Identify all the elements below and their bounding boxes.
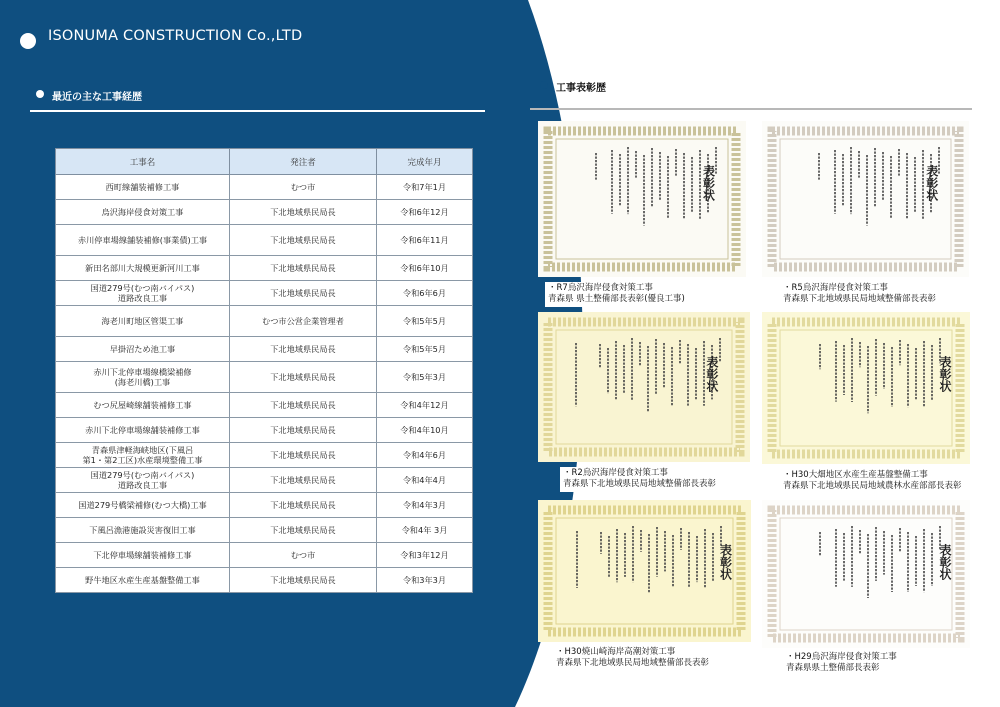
awards-section-title: 工事表彰歴 (556, 83, 606, 94)
cell-project-name: むつ尻屋崎線舗装補修工事 (56, 393, 230, 418)
cell-completion-date: 令和7年1月 (377, 175, 473, 200)
cell-project-name: 国道279号橋梁補修(むつ大橋)工事 (56, 493, 230, 518)
award-certificate-image (538, 312, 750, 462)
cell-completion-date: 令和5年3月 (377, 362, 473, 393)
award-certificate-image (762, 500, 970, 648)
cell-client: 下北地域県民局長 (230, 337, 377, 362)
cell-client: 下北地域県民局長 (230, 443, 377, 468)
certificate-inner-frame (556, 518, 733, 624)
cell-client: むつ市公営企業管理者 (230, 306, 377, 337)
header-client: 発注者 (230, 149, 377, 175)
works-section-rule (30, 110, 485, 112)
caption-project: ・R7烏沢海岸侵食対策工事 (548, 283, 653, 293)
caption-award: 青森県 県土整備部長表彰(優良工事) (548, 294, 685, 304)
caption-award: 青森県下北地域県民局地域整備部長表彰 (563, 479, 717, 489)
cell-project-name: 野牛地区水産生産基盤整備工事 (56, 568, 230, 593)
cell-project-name: 赤川下北停車場線舗装補修工事 (56, 418, 230, 443)
certificate-drawing (538, 312, 750, 462)
works-section-title: 最近の主な工事経歴 (52, 92, 142, 103)
cell-client: 下北地域県民局長 (230, 393, 377, 418)
cell-project-name: 海老川町地区管渠工事 (56, 306, 230, 337)
caption-award: 青森県県土整備部長表彰 (786, 663, 880, 673)
certificate-drawing (762, 500, 970, 648)
cell-client: 下北地域県民局長 (230, 518, 377, 543)
table-row (56, 256, 473, 281)
company-bullet-icon (20, 33, 36, 49)
cell-client: 下北地域県民局長 (230, 568, 377, 593)
cell-completion-date: 令和3年3月 (377, 568, 473, 593)
cell-completion-date: 令和4年10月 (377, 418, 473, 443)
table-row (56, 175, 473, 200)
works-table-body (56, 175, 473, 593)
table-row (56, 306, 473, 337)
caption-award: 青森県下北地域県民局地域整備部長表彰 (783, 294, 937, 304)
awards-bullet-icon (540, 81, 548, 89)
cell-project-name: 西町線舗装補修工事 (56, 175, 230, 200)
cell-completion-date: 令和6年11月 (377, 225, 473, 256)
works-table (55, 148, 473, 593)
cell-project-name: 国道279号(むつ南バイパス) 道路改良工事 (56, 468, 230, 493)
cell-project-name: 烏沢海岸侵食対策工事 (56, 200, 230, 225)
table-row (56, 493, 473, 518)
certificate-title: 表彰状 (718, 544, 733, 580)
cell-project-name: 赤川下北停車場線橋梁補修 (海老川橋)工事 (56, 362, 230, 393)
cell-project-name: 国道279号(むつ南バイパス) 道路改良工事 (56, 281, 230, 306)
certificate-drawing (538, 121, 746, 277)
award-certificate-image (762, 121, 969, 277)
table-row (56, 200, 473, 225)
header-completion: 完成年月 (377, 149, 473, 175)
cell-completion-date: 令和6年10月 (377, 256, 473, 281)
certificate-caption (560, 467, 720, 492)
certificate-drawing (762, 121, 969, 277)
certificate-caption (780, 469, 966, 494)
certificate-drawing (538, 500, 751, 642)
caption-award: 青森県下北地域県民局地域整備部長表彰 (556, 658, 710, 668)
certificate-caption (780, 282, 940, 307)
company-name: ISONUMA CONSTRUCTION Co.,LTD (48, 28, 303, 44)
award-certificate-image (762, 312, 970, 464)
caption-project: ・R5烏沢海岸侵食対策工事 (783, 283, 888, 293)
cell-completion-date: 令和5年5月 (377, 337, 473, 362)
cell-completion-date: 令和6年6月 (377, 281, 473, 306)
cell-client: むつ市 (230, 175, 377, 200)
cell-project-name: 赤川停車場線舗装補修(事業債)工事 (56, 225, 230, 256)
table-row (56, 543, 473, 568)
cell-client: 下北地域県民局長 (230, 225, 377, 256)
awards-section-rule (530, 108, 972, 110)
table-row (56, 443, 473, 468)
cell-project-name: 下風呂漁港施設災害復旧工事 (56, 518, 230, 543)
cell-completion-date: 令和3年12月 (377, 543, 473, 568)
caption-project: ・H29烏沢海岸侵食対策工事 (786, 652, 897, 662)
table-row (56, 393, 473, 418)
certificate-caption (783, 651, 901, 676)
certificate-caption (553, 646, 713, 671)
cell-client: 下北地域県民局長 (230, 468, 377, 493)
table-row (56, 568, 473, 593)
cell-client: むつ市 (230, 543, 377, 568)
certificate-drawing (762, 312, 970, 464)
certificate-title: 表彰状 (924, 165, 939, 201)
certificate-title: 表彰状 (704, 356, 719, 392)
table-row (56, 362, 473, 393)
caption-project: ・H30焼山崎海岸高潮対策工事 (556, 647, 676, 657)
cell-project-name: 青森県津軽海峡地区(下風呂 第1・第2工区)水産環境整備工事 (56, 443, 230, 468)
cell-client: 下北地域県民局長 (230, 256, 377, 281)
table-row (56, 418, 473, 443)
table-row (56, 468, 473, 493)
header-project-name: 工事名 (56, 149, 230, 175)
cell-completion-date: 令和4年 3月 (377, 518, 473, 543)
works-bullet-icon (36, 90, 44, 98)
certificate-title: 表彰状 (938, 544, 953, 580)
table-row (56, 518, 473, 543)
cell-completion-date: 令和4年3月 (377, 493, 473, 518)
certificate-title: 表彰状 (938, 356, 953, 392)
certificate-inner-frame (780, 518, 952, 630)
cell-client: 下北地域県民局長 (230, 418, 377, 443)
cell-project-name: 早掛沼ため池工事 (56, 337, 230, 362)
caption-project: ・R2烏沢海岸侵食対策工事 (563, 468, 668, 478)
cell-client: 下北地域県民局長 (230, 493, 377, 518)
certificate-title: 表彰状 (701, 165, 716, 201)
cell-client: 下北地域県民局長 (230, 281, 377, 306)
certificate-inner-frame (780, 330, 952, 446)
caption-project: ・H30大畑地区水産生産基盤整備工事 (783, 470, 928, 480)
cell-completion-date: 令和6年12月 (377, 200, 473, 225)
caption-award: 青森県下北地域県民局地域農林水産部部長表彰 (783, 481, 962, 491)
table-row (56, 225, 473, 256)
cell-project-name: 下北停車場線舗装補修工事 (56, 543, 230, 568)
certificate-caption (545, 282, 689, 307)
table-row (56, 337, 473, 362)
cell-completion-date: 令和4年4月 (377, 468, 473, 493)
cell-completion-date: 令和5年5月 (377, 306, 473, 337)
cell-project-name: 新田名部川大規模更新河川工事 (56, 256, 230, 281)
table-row (56, 281, 473, 306)
cell-completion-date: 令和4年12月 (377, 393, 473, 418)
cell-client: 下北地域県民局長 (230, 362, 377, 393)
cell-client: 下北地域県民局長 (230, 200, 377, 225)
table-header-row (56, 149, 473, 175)
award-certificate-image (538, 121, 746, 277)
cell-completion-date: 令和4年6月 (377, 443, 473, 468)
award-certificate-image (538, 500, 751, 642)
